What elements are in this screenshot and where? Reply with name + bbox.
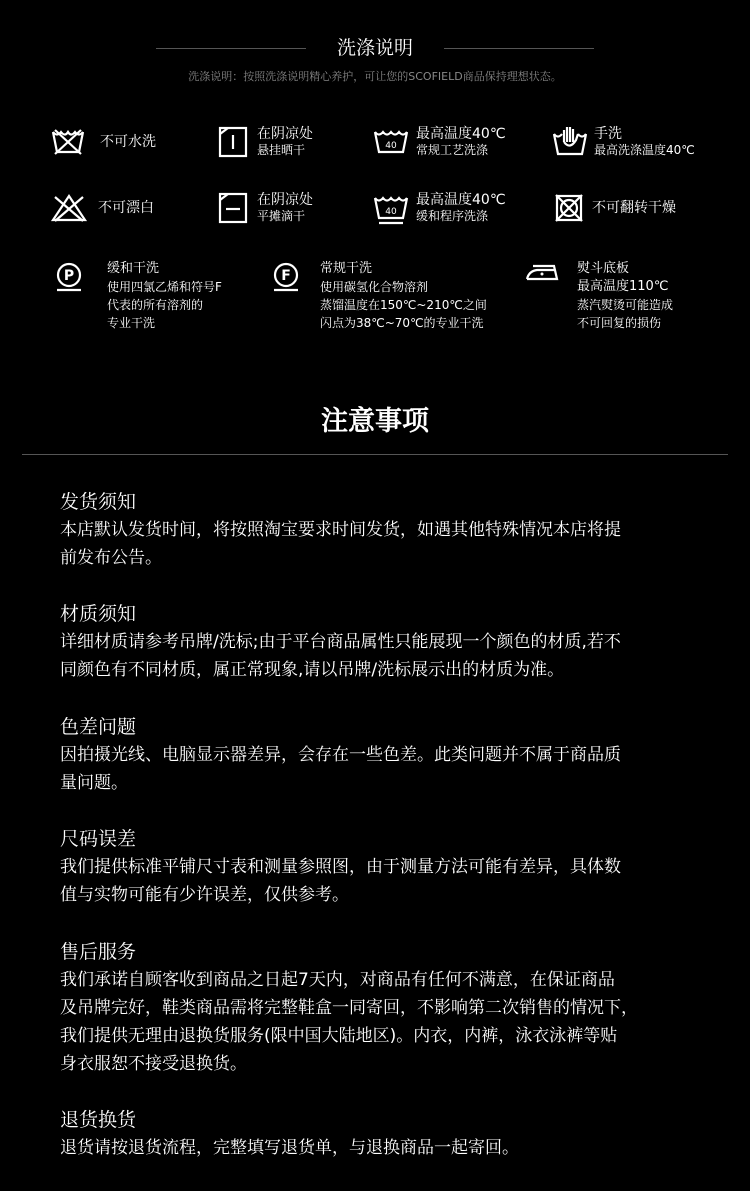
section-size-error [60, 825, 700, 909]
title-divider-right [444, 48, 594, 49]
section-heading: 发货须知 [60, 491, 137, 513]
shade-flat-dry-icon [218, 192, 248, 224]
wash-label-1: 不可水洗 [100, 134, 156, 150]
wash-label-7: 最高温度40℃ 缓和程序洗涤 [416, 192, 506, 223]
section-returns [60, 1106, 700, 1162]
wash-label-3: 最高温度40℃ 常规工艺洗涤 [416, 126, 506, 157]
dry-clean-f-icon [272, 261, 300, 293]
section-line: 量问题。 [60, 773, 128, 793]
wash-label-5: 不可漂白 [98, 200, 154, 216]
dry-clean-p-text: 缓和干洗 使用四氯乙烯和符号F 代表的所有溶剂的 专业干洗 [107, 261, 222, 330]
section-heading: 色差问题 [60, 716, 137, 738]
section-after-sales [60, 938, 700, 1078]
section-heading: 售后服务 [60, 941, 137, 963]
section-heading: 尺码误差 [60, 828, 137, 850]
svg-text:40: 40 [385, 207, 397, 217]
wash-40-gentle-icon [373, 192, 409, 226]
section-heading: 材质须知 [60, 603, 137, 625]
section-line: 前发布公告。 [60, 548, 162, 568]
wash-40-normal-icon [373, 126, 409, 156]
wash-label-6: 在阴凉处 平摊滴干 [257, 192, 313, 223]
wash-label-4: 手洗 最高洗涤温度40℃ [594, 126, 695, 157]
iron-text: 熨斗底板 最高温度110℃ 蒸汽熨烫可能造成 不可回复的损伤 [577, 261, 674, 330]
section-material [60, 600, 700, 684]
shade-hang-dry-icon [218, 126, 248, 158]
svg-text:F: F [281, 268, 291, 284]
wash-label-2: 在阴凉处 悬挂晒干 [257, 126, 313, 157]
hand-wash-icon [552, 124, 588, 158]
svg-text:40: 40 [385, 141, 397, 151]
section-color-difference [60, 713, 700, 797]
section-line: 详细材质请参考吊牌/洗标;由于平台商品属性只能展现一个颜色的材质,若不 [60, 632, 621, 652]
wash-title-row [0, 34, 750, 62]
svg-text:P: P [63, 268, 75, 284]
notice-divider [22, 454, 728, 455]
dry-clean-f-text: 常规干洗 使用碳氢化合物溶剂 蒸馏温度在150℃~210℃之间 闪点为38℃~70℃的专业干洗 [320, 261, 487, 330]
section-line: 我们承诺自顾客收到商品之日起7天内，对商品有任何不满意，在保证商品 [60, 970, 615, 990]
no-water-wash-icon [50, 126, 86, 158]
section-line: 本店默认发货时间，将按照淘宝要求时间发货，如遇其他特殊情况本店将提 [60, 520, 621, 540]
section-line: 退货请按退货流程，完整填写退货单，与退换商品一起寄回。 [60, 1138, 519, 1158]
section-line: 因拍摄光线、电脑显示器差异，会存在一些色差。此类问题并不属于商品质 [60, 745, 621, 765]
section-line: 及吊牌完好，鞋类商品需将完整鞋盒一同寄回，不影响第二次销售的情况下， [60, 998, 638, 1018]
wash-subtitle: 洗涤说明：按照洗涤说明精心养护，可让您的SCOFIELD商品保持理想状态。 [188, 70, 562, 83]
section-line: 我们提供无理由退换货服务(限中国大陆地区)。内衣，内裤，泳衣泳裤等贴 [60, 1026, 618, 1046]
wash-title: 洗涤说明 [336, 37, 413, 59]
iron-icon [525, 260, 559, 282]
notice-title: 注意事项 [321, 406, 429, 437]
section-line: 值与实物可能有少许误差，仅供参考。 [60, 885, 349, 905]
section-heading: 退货换货 [60, 1109, 137, 1131]
section-line: 同颜色有不同材质，属正常现象,请以吊牌/洗标展示出的材质为准。 [60, 660, 565, 680]
no-bleach-icon [50, 193, 88, 223]
wash-label-8: 不可翻转干燥 [592, 200, 676, 216]
section-line: 我们提供标准平铺尺寸表和测量参照图，由于测量方法可能有差异，具体数 [60, 857, 621, 877]
section-shipping [60, 488, 700, 572]
no-tumble-dry-icon [554, 193, 584, 223]
section-line: 身衣服恕不接受退换货。 [60, 1054, 247, 1074]
dry-clean-p-icon [55, 261, 83, 293]
